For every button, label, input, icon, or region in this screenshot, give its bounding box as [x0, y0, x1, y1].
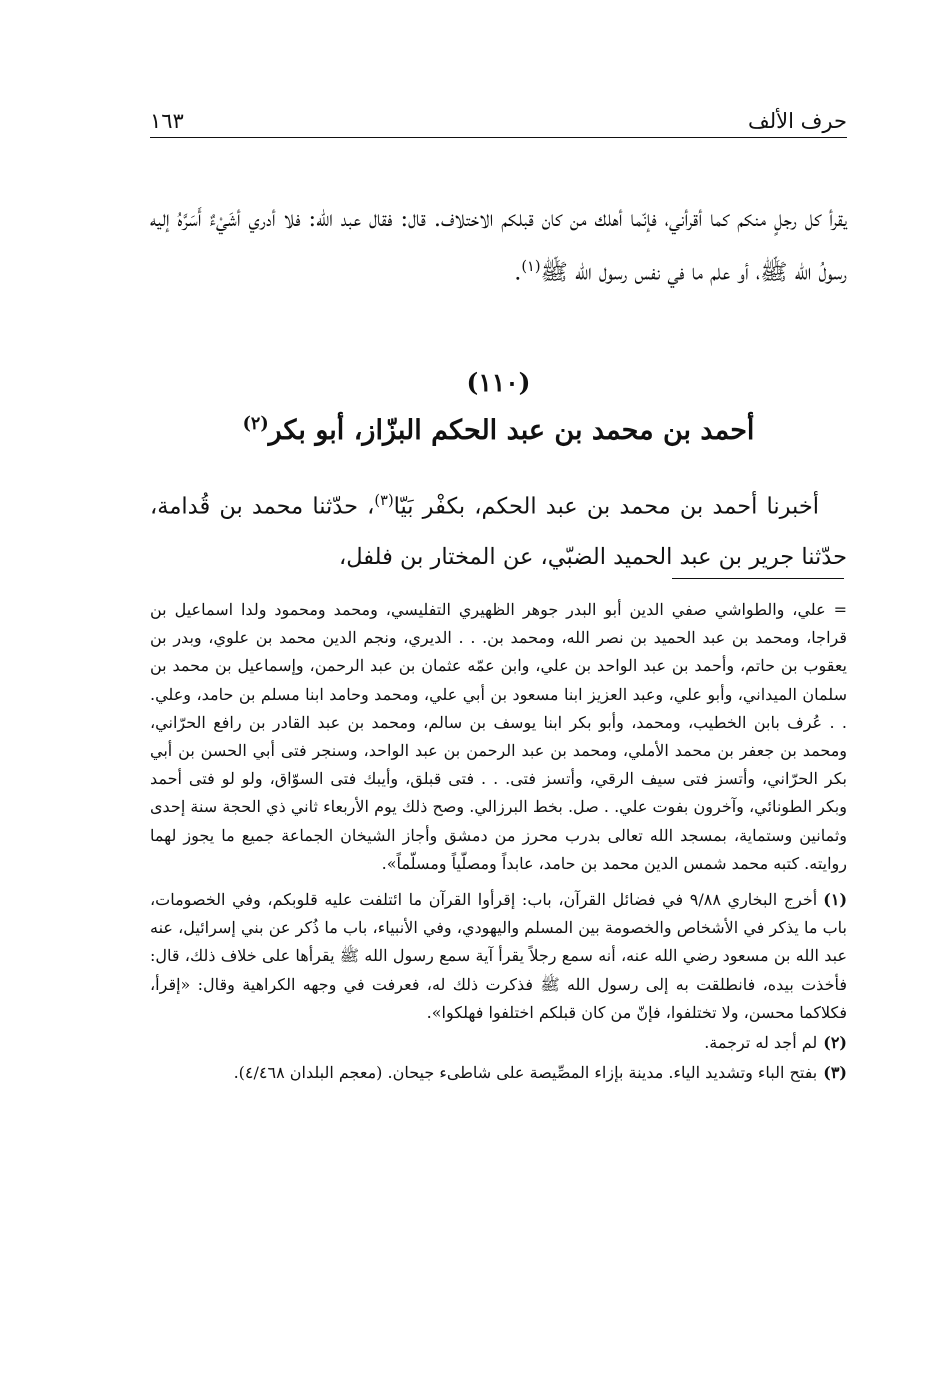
footnote-ref-1: (١) — [521, 258, 541, 275]
footnote-1 — [150, 886, 847, 1027]
page-number: ١٦٣ — [150, 109, 184, 133]
entry-title-text: أحمد بن محمد بن عبد الحكم البزّاز، أبو بكر — [268, 415, 755, 446]
footnote-2 — [150, 1029, 847, 1057]
footnote-ref-3: (٣) — [374, 492, 394, 509]
footnote-3-text: بفتح الباء وتشديد الياء. مدينة بإزاء المصِّيصة على شاطىء جيحان. (معجم البلدان ٤/٤٦٨). — [233, 1063, 818, 1083]
footnote-continuation: = علي، والطواشي صفي الدين أبو البدر جوهر الظهيري التفليسي، ومحمد ومحمود ولدا اسماعيل بن قراجا، ومحمد بن عبد الحميد بن نصر الله، ومحمد بن. . . الديري، ونجم الدين محمد بن علوي، وبدر بن يعقوب بن حاتم، وأحمد بن عبد الواحد بن علي، وابن عمّه عثمان بن عبد الرحمن، وإسماعيل بن محمد بن سلمان الميداني، وأبو علي، وعبد العزيز ابنا مسعود بن أبي علي، ومحمد وحامد ابنا مسلم بن حامد، وعلي. . . عُرف بابن الخطيب، ومحمد، وأبو بكر ابنا يوسف بن سالم، ومحمد بن عبد القادر بن رافع الحرّاني، ومحمد بن جعفر بن محمد الأملي، ومحمد بن عبد الرحمن بن عبد الواحد، وسنجر فتى أبي الحسن بن أبي بكر الحرّاني، وأتسز فتى سيف الرقي، وأتسز فتى. . . فتى قبلق، وأيبك فتى السوّاق، ولو لو فتى أحمد وبكر الطونائي، وآخرون بفوت علي. . صل. بخط البرزالي. وصح ذلك يوم الأربعاء ثاني ذي الحجة سنة إحدى وثمانين وستماية، بمسجد الله تعالى بدرب محرز من دمشق وأجاز الشيخان الجماعة جميع ما يجوز لهما روايته. كتبه محمد شمس الدين محمد بن حامد، عابداً ومصلّياً ومسلّماً». — [150, 600, 848, 873]
entry-number: (١١٠) — [466, 368, 531, 397]
footnote-3-marker: (٣) — [823, 1063, 847, 1083]
main-paragraph-text: يقرأ كل رجلٍ منكم كما أقرأني، فإنّما أهلك من كان قبلكم الاختلاف. قال: فقال عبد الله: فلا أدري أشَيْءٌ أَسَرَّهُ إليه رسولُ الله ﷺ، أو علم ما في نفس رسول الله ﷺ — [150, 206, 847, 286]
running-header — [150, 100, 847, 138]
main-paragraph: يقرأ كل رجلٍ منكم كما أقرأني، فإنّما أهلك من كان قبلكم الاختلاف. قال: فقال عبد الله: فلا أدري أشَيْءٌ أَسَرَّهُ إليه رسولُ الله ﷺ، أو علم ما في نفس رسول الله ﷺ$^{(١)}$. — [150, 206, 847, 286]
footnote-2-marker: (٢) — [823, 1033, 847, 1053]
footnote-2-text: لم أجد له ترجمة. — [704, 1033, 818, 1053]
entry-title — [150, 414, 847, 446]
narration-paragraph — [150, 476, 847, 582]
narration-text-part2: ، حدّثنا محمد بن قُدامة، حدّثنا جرير بن عبد الحميد الضبّي، عن المختار بن فلفل، — [150, 493, 847, 570]
narration-text-part1: أخبرنا أحمد بن محمد بن عبد الحكم، بكفْر بَيّا — [393, 493, 819, 520]
section-title: حرف الألف — [748, 109, 847, 133]
footnote-1-marker: (١) — [823, 890, 848, 910]
narration — [150, 476, 847, 582]
main-text — [150, 196, 847, 297]
footnote-divider — [672, 578, 844, 579]
footnote-3 — [150, 1059, 847, 1087]
footnote-ref-2: (٢) — [242, 414, 269, 434]
footnotes — [150, 596, 847, 1089]
footnote-1-text: أخرج البخاري ٩/٨٨ في فضائل القرآن، باب: إقرأوا القرآن ما ائتلفت عليه قلوبكم، وفي الخصومات، باب ما يذكر في الأشخاص والخصومة بين المسلم واليهودي، وفي الأنبياء، باب ما ذُكر عن بني إسرائيل، عنه عبد الله بن مسعود رضي الله عنه، أنه سمع رجلاً يقرأ آية سمع رسول الله ﷺ يقرأها على خلاف ذلك، قال: فأخذت بيده، فانطلقت به إلى رسول الله ﷺ فذكرت ذلك له، فعرفت في وجهه الكراهية وقال: «إقرأ، فكلاكما محسن، ولا تختلفوا، فإنّ من كان قبلكم اختلفوا فهلكوا». — [150, 890, 848, 1022]
